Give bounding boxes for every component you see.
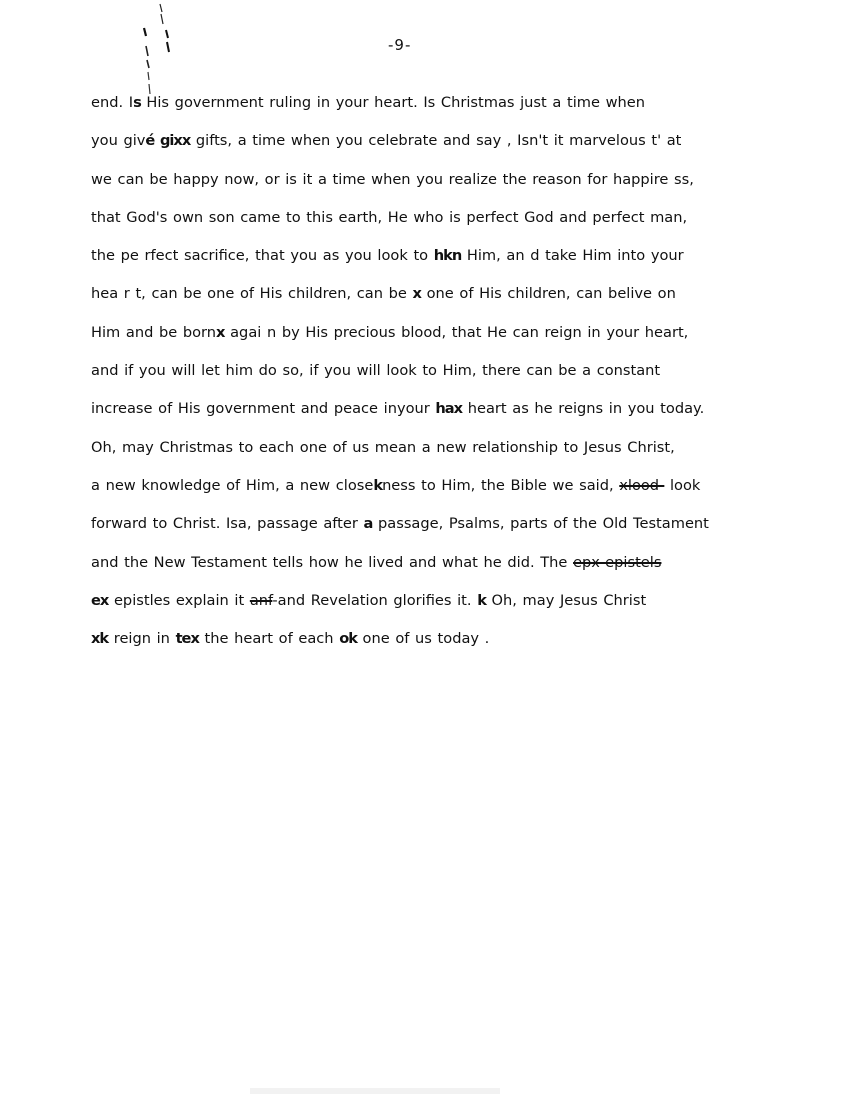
overstruck-text: tex xyxy=(175,630,199,648)
text-run: increase of His government and peace inyour xyxy=(91,400,436,418)
text-run: one of His children, can belive on xyxy=(420,285,676,303)
text-run: look xyxy=(664,476,701,494)
overstruck-text: a xyxy=(363,515,373,533)
text-run: one of us today . xyxy=(356,630,490,648)
scan-smudge xyxy=(250,1084,500,1098)
text-run: reign in xyxy=(108,630,176,648)
text-line xyxy=(91,552,811,590)
text-run: end. I xyxy=(91,94,134,111)
text-run: gifts, a time when you celebrate and say , Isn't it marvelous t' at xyxy=(190,132,682,150)
text-line xyxy=(91,475,811,513)
text-run: a new knowledge of Him, a new close xyxy=(91,476,374,494)
text-run: Him and be born xyxy=(91,323,217,341)
overstruck-text: k xyxy=(373,476,383,494)
overstruck-text: gixx xyxy=(159,132,191,150)
text-line xyxy=(91,245,811,283)
text-run: forward to Christ. Isa, passage after xyxy=(91,515,364,533)
text-run: the pe rfect sacrifice, that you as you look to xyxy=(91,247,434,265)
margin-pen-marks xyxy=(138,2,178,102)
text-line xyxy=(91,628,811,666)
text-run: epistles explain it xyxy=(108,591,250,609)
overstruck-text: x xyxy=(216,323,225,341)
text-line xyxy=(91,92,811,130)
body-text xyxy=(91,92,811,666)
overstruck-text: x xyxy=(412,285,421,303)
text-run: hea r t, can be one of His children, can be xyxy=(91,285,413,303)
struck-text: xlood- xyxy=(619,476,665,494)
text-run: that God's own son came to this earth, He who is perfect God and perfect man, xyxy=(91,208,688,226)
text-run: heart as he reigns in you today. xyxy=(462,400,705,418)
text-line xyxy=(91,169,811,207)
text-line xyxy=(91,513,811,551)
text-line xyxy=(91,360,811,398)
overstruck-text: hkn xyxy=(433,247,462,265)
text-line xyxy=(91,437,811,475)
text-line xyxy=(91,398,811,436)
overstruck-text: é xyxy=(145,132,155,150)
text-run: ness to Him, the Bible we said, xyxy=(382,476,620,494)
overstruck-text: ok xyxy=(339,630,357,648)
text-run: we can be happy now, or is it a time when you realize the reason for happire ss, xyxy=(91,170,694,188)
text-line xyxy=(91,322,811,360)
text-run: Oh, may Jesus Christ xyxy=(485,591,647,609)
text-run: and the New Testament tells how he lived and what he did. The xyxy=(91,553,574,571)
overstruck-text: s xyxy=(133,94,141,111)
text-run: you giv xyxy=(91,132,146,150)
text-run: His government ruling in your heart. Is Christmas just a time when xyxy=(140,94,645,111)
text-run: and if you will let him do so, if you will look to Him, there can be a constant xyxy=(91,362,661,380)
overstruck-text: k xyxy=(477,591,486,609)
text-line xyxy=(91,130,811,168)
text-line xyxy=(91,590,811,628)
struck-text: epx-epistels xyxy=(573,553,662,571)
text-line xyxy=(91,207,811,245)
overstruck-text: xk xyxy=(91,630,109,648)
text-run: passage, Psalms, parts of the Old Testament xyxy=(372,515,709,533)
overstruck-text: hax xyxy=(435,400,463,418)
text-run: -and Revelation glorifies it. xyxy=(272,591,478,609)
text-run: the heart of each xyxy=(198,630,340,648)
page-number: -9- xyxy=(388,36,412,54)
text-line xyxy=(91,283,811,321)
text-run: Him, an d take Him into your xyxy=(461,247,684,265)
struck-text: anf xyxy=(249,591,273,609)
text-run: agai n by His precious blood, that He can reign in your heart, xyxy=(224,323,689,341)
overstruck-text: ex xyxy=(91,591,109,609)
text-run: Oh, may Christmas to each one of us mean a new relationship to Jesus Christ, xyxy=(91,438,675,456)
